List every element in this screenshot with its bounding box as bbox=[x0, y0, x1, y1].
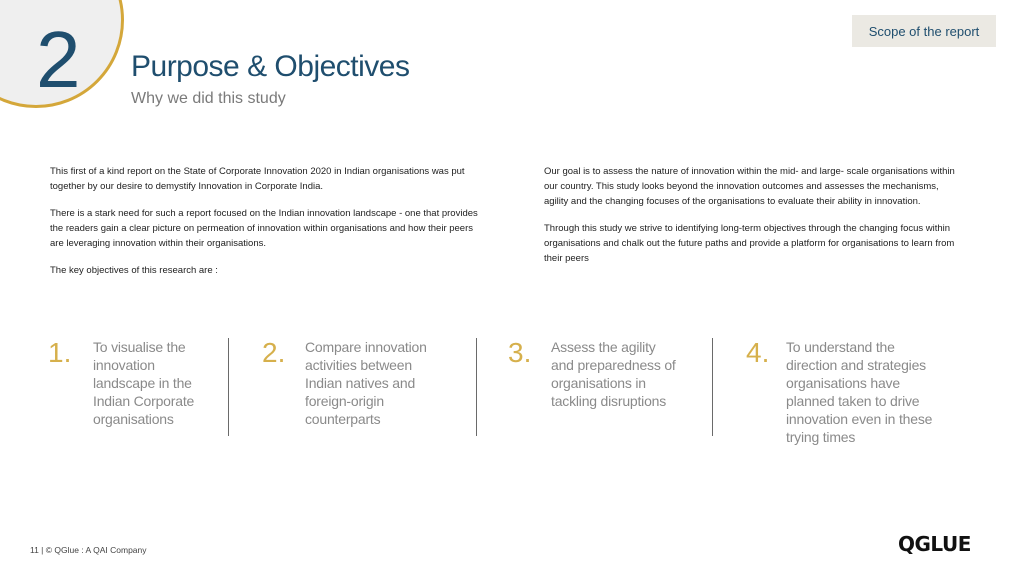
objective-text: To visualise the innovation landscape in the Indian Corporate organisations bbox=[93, 339, 195, 427]
qglue-logo: QGLUE bbox=[898, 532, 971, 556]
objectives-list bbox=[48, 336, 988, 446]
section-number: 2 bbox=[36, 15, 81, 104]
objective-number: 3. bbox=[508, 337, 532, 368]
objective-item bbox=[262, 336, 462, 436]
divider bbox=[228, 338, 229, 436]
objective-text: Assess the agility and preparedness of organisations in tackling disruptions bbox=[551, 339, 676, 409]
left-text-column bbox=[50, 164, 482, 290]
paragraph: This first of a kind report on the State of Corporate Innovation 2020 in Indian organisations was put together by our desire to demystify Innovation in Corporate India. bbox=[50, 166, 465, 192]
divider bbox=[476, 338, 477, 436]
objective-number: 2. bbox=[262, 337, 286, 368]
objective-item bbox=[508, 336, 708, 436]
objective-item bbox=[746, 336, 966, 445]
page-subtitle: Why we did this study bbox=[131, 90, 286, 107]
right-text-column bbox=[544, 164, 964, 278]
paragraph: Through this study we strive to identifying long-term objectives through the changing focus within organisations and chalk out the future paths and provide a platform for organisations to learn from their peers bbox=[544, 223, 955, 264]
paragraph: There is a stark need for such a report focused on the Indian innovation landscape - one that provides the readers gain a clear picture on permeation of innovation within organisations and how their peers are leveraging innovation within their organisations. bbox=[50, 208, 478, 249]
paragraph: The key objectives of this research are : bbox=[50, 265, 218, 276]
objective-number: 1. bbox=[48, 337, 72, 368]
scope-tag: Scope of the report bbox=[852, 15, 996, 47]
divider bbox=[712, 338, 713, 436]
paragraph: Our goal is to assess the nature of innovation within the mid- and large- scale organisations within our country. This study looks beyond the innovation outcomes and assesses the mechanisms, agility and the changing focuses of the organisations to evaluate their ability in innovation. bbox=[544, 166, 955, 207]
objective-text: Compare innovation activities between Indian natives and foreign-origin counterparts bbox=[305, 339, 427, 427]
page-title: Purpose & Objectives bbox=[131, 50, 410, 83]
objective-text: To understand the direction and strategies organisations have planned taken to drive innovation even in these trying times bbox=[786, 339, 933, 445]
footer-text: 11 | © QGlue : A QAI Company bbox=[30, 545, 147, 555]
objective-item bbox=[48, 336, 218, 436]
objective-number: 4. bbox=[746, 337, 770, 368]
